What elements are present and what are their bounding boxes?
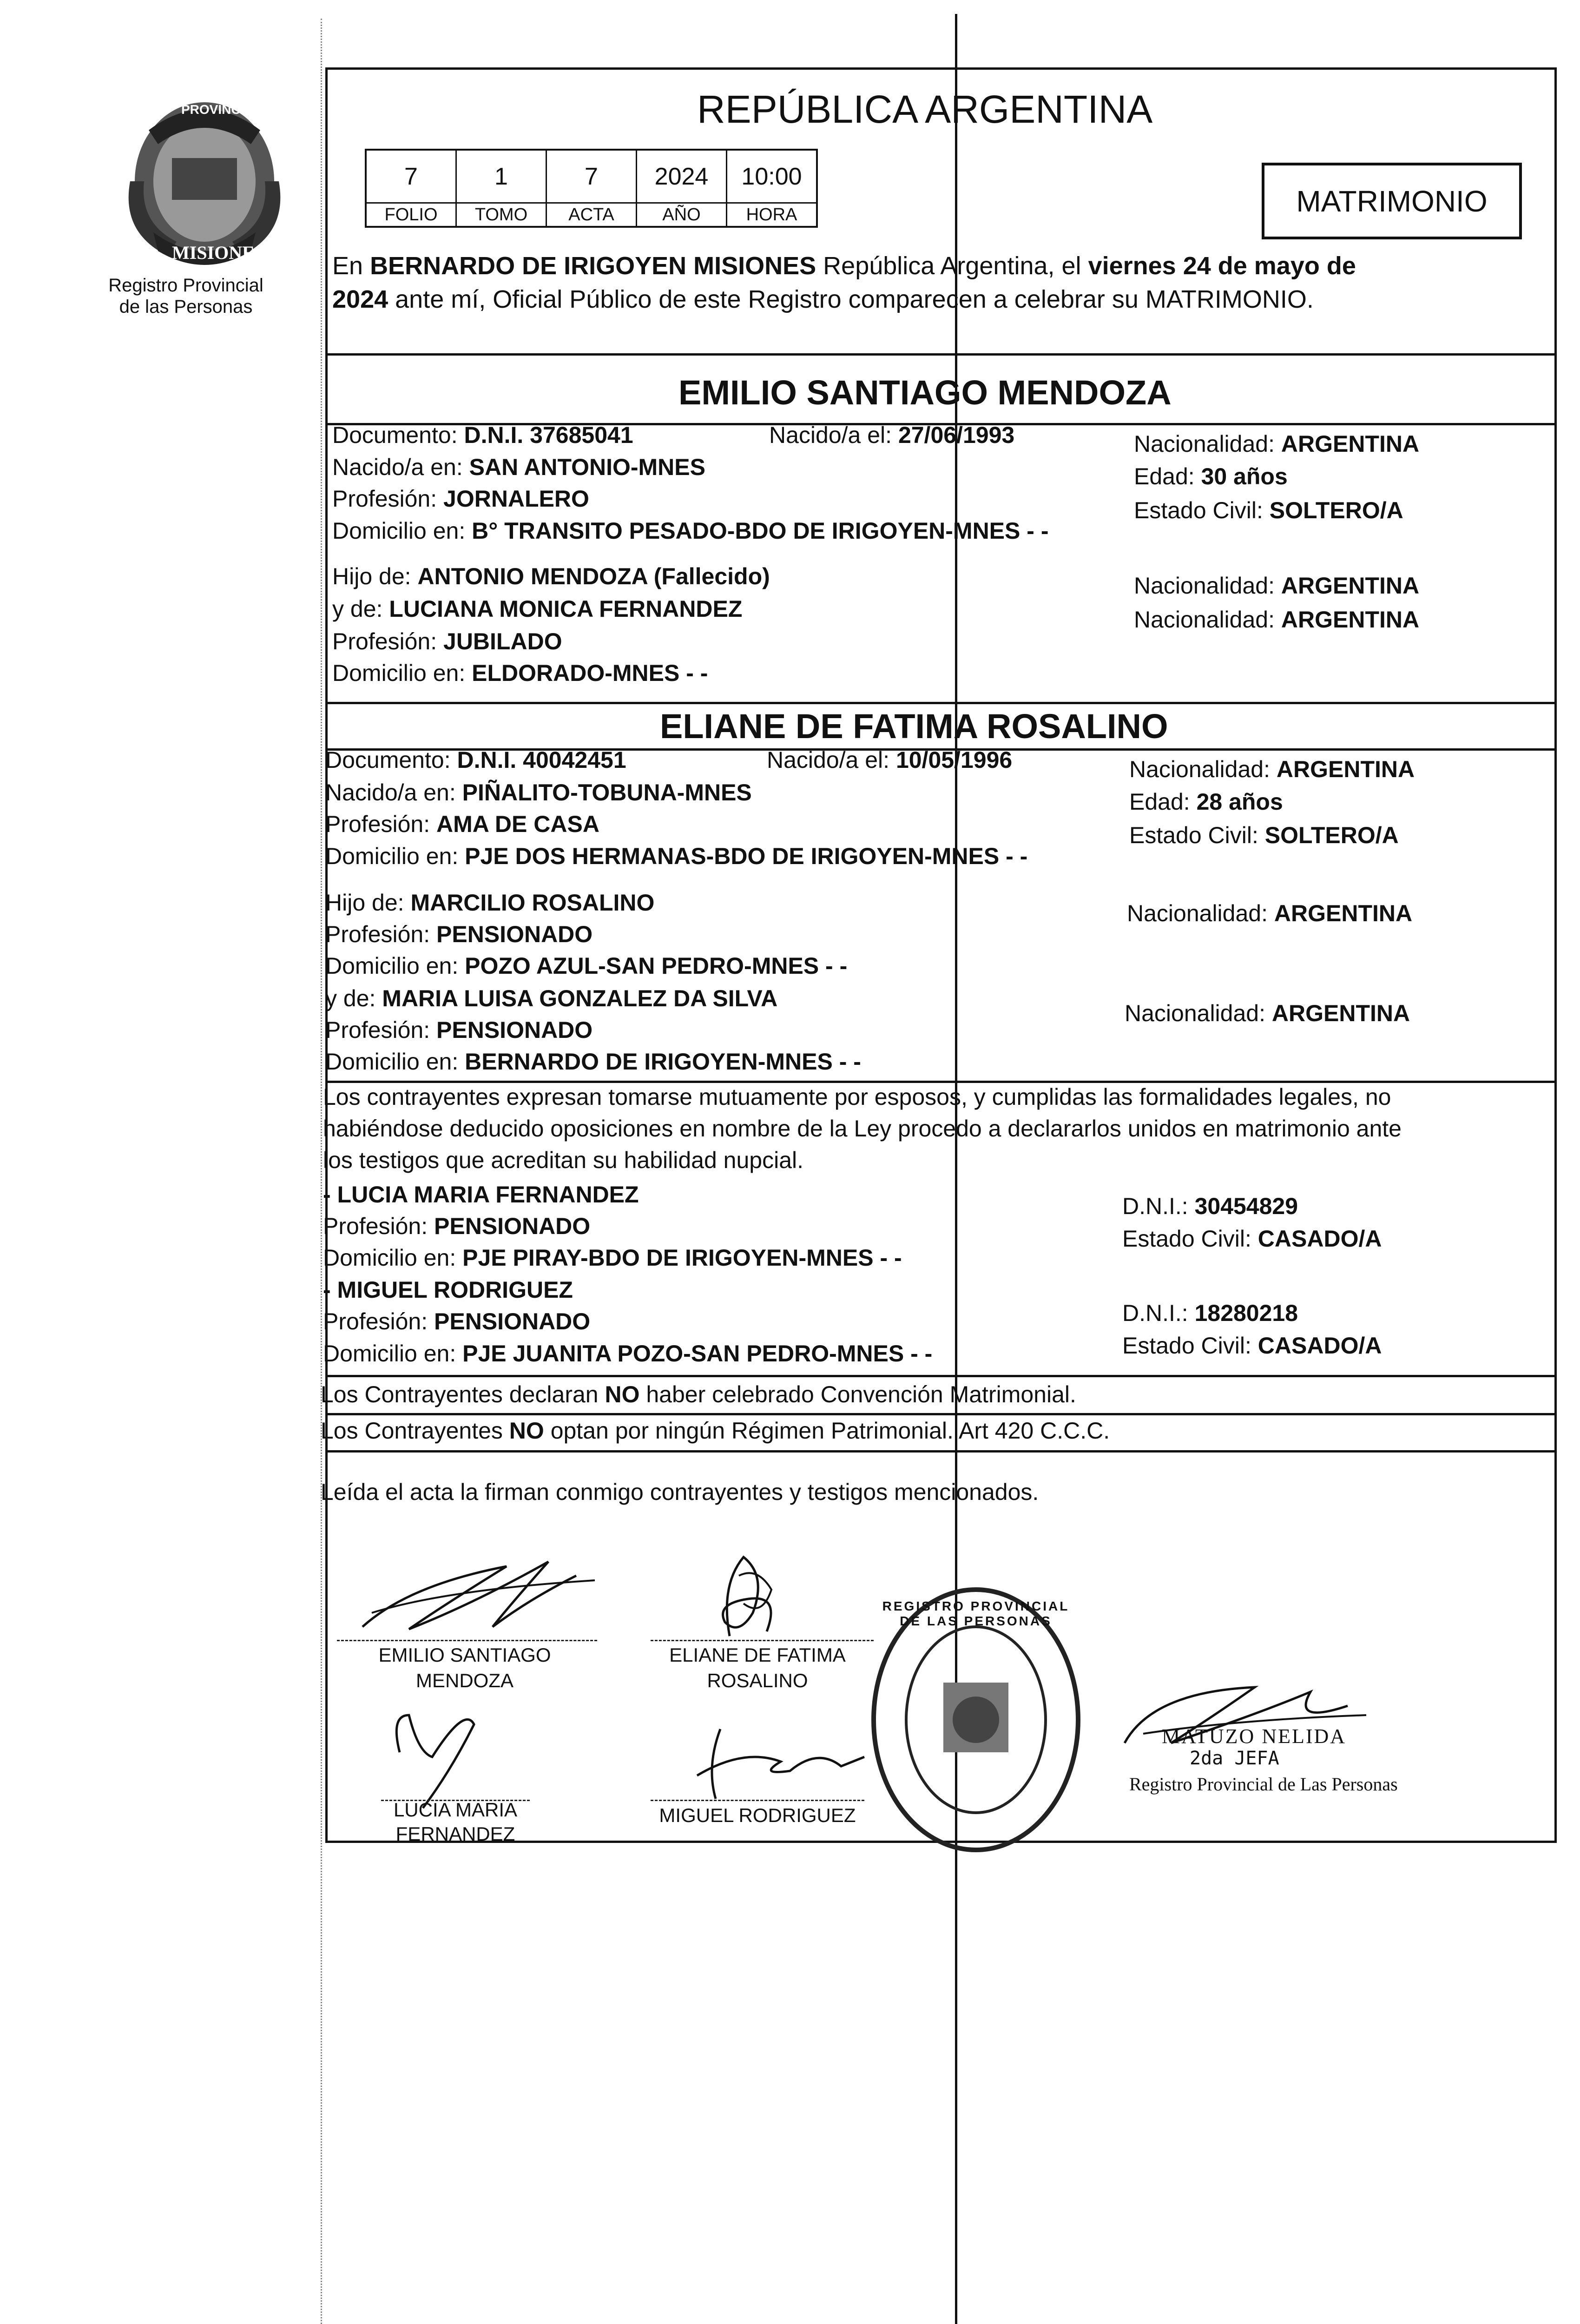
signature-label-bride-1: ELIANE DE FATIMA xyxy=(669,1644,846,1666)
value: JORNALERO xyxy=(443,486,589,512)
value: PENSIONADO xyxy=(434,1308,591,1334)
seal-bottom-text: MISIONES xyxy=(172,242,265,263)
value: 27/06/1993 xyxy=(898,422,1015,448)
label: Nacionalidad: xyxy=(1134,607,1281,633)
emphasis: NO xyxy=(605,1381,640,1407)
label: Nacionalidad: xyxy=(1125,1000,1272,1026)
divider xyxy=(325,353,1554,356)
witness-1-address xyxy=(323,1244,902,1272)
document-type-box xyxy=(1262,163,1522,239)
bride-mother xyxy=(325,984,777,1012)
registry-value: 10:00 xyxy=(727,151,816,204)
label: Nacionalidad: xyxy=(1134,431,1281,457)
document-type: MATRIMONIO xyxy=(1296,184,1488,218)
registry-cell xyxy=(457,151,547,226)
registry-table xyxy=(365,149,818,228)
signature-label-witness-2: MIGUEL RODRIGUEZ xyxy=(659,1804,856,1826)
label: Nacionalidad: xyxy=(1127,900,1274,926)
intro-text: República Argentina, el xyxy=(816,252,1088,280)
label: y de: xyxy=(325,985,382,1011)
signature-label-witness-1a: LUCIA MARIA xyxy=(393,1799,518,1821)
witness-2-name: - MIGUEL RODRIGUEZ xyxy=(323,1277,573,1303)
value: D.N.I. 37685041 xyxy=(464,422,633,448)
label: y de: xyxy=(332,596,389,622)
value: D.N.I. 40042451 xyxy=(457,747,626,773)
registry-cell xyxy=(547,151,637,226)
signature-line-witness-2 xyxy=(651,1800,864,1801)
label: Nacido/a el: xyxy=(767,747,896,773)
bride-age xyxy=(1129,788,1283,816)
bride-mother-address xyxy=(325,1048,861,1076)
value: SAN ANTONIO-MNES xyxy=(469,454,705,480)
label: Documento: xyxy=(332,422,464,448)
registry-cell xyxy=(637,151,727,226)
signature-witness-1 xyxy=(381,1697,502,1813)
page-title: REPÚBLICA ARGENTINA xyxy=(697,87,1153,131)
groom-document xyxy=(332,421,633,449)
registry-label: FOLIO xyxy=(384,205,438,224)
value: 10/05/1996 xyxy=(895,747,1013,773)
divider xyxy=(325,1413,1554,1415)
witness-2-civil-status xyxy=(1122,1332,1382,1360)
official-name: MATUZO NELIDA xyxy=(1162,1725,1347,1748)
groom-age xyxy=(1134,462,1288,490)
value: PJE JUANITA POZO-SAN PEDRO-MNES - - xyxy=(462,1340,933,1367)
label: Profesión: xyxy=(323,1308,434,1334)
value: PENSIONADO xyxy=(436,1017,593,1043)
declaration-line-2: habiéndose deducido oposiciones en nombre de la Ley procedo a declararlos unidos en matrimonio ante xyxy=(323,1116,1402,1142)
value: 30 años xyxy=(1201,463,1288,489)
bride-nationality xyxy=(1129,755,1415,783)
declaration-line-3: los testigos que acreditan su habilidad nupcial. xyxy=(323,1147,804,1173)
signature-bride xyxy=(674,1548,823,1641)
bride-name: ELIANE DE FATIMA ROSALINO xyxy=(660,707,1168,746)
value: B° TRANSITO PESADO-BDO DE IRIGOYEN-MNES - - xyxy=(472,518,1049,544)
provincial-seal xyxy=(112,93,297,270)
divider xyxy=(325,1450,1554,1452)
intro-date: viernes 24 de mayo de xyxy=(1088,252,1356,280)
signature-label-groom-1: EMILIO SANTIAGO xyxy=(378,1644,551,1666)
bride-document xyxy=(325,746,626,774)
groom-father-nationality xyxy=(1134,572,1419,600)
bride-profession xyxy=(325,810,599,838)
value: PJE DOS HERMANAS-BDO DE IRIGOYEN-MNES - - xyxy=(465,843,1028,869)
groom-nationality xyxy=(1134,430,1419,458)
label: Nacido/a en: xyxy=(332,454,469,480)
text: optan por ningún Régimen Patrimonial. Art 420 C.C.C. xyxy=(544,1418,1110,1444)
signature-line-groom xyxy=(337,1640,597,1641)
registry-label: ACTA xyxy=(568,205,614,224)
intro-line-2 xyxy=(332,284,1314,314)
label: Domicilio en: xyxy=(332,660,472,686)
groom-birthdate xyxy=(769,421,1014,449)
label: Profesión: xyxy=(332,628,444,654)
label: Profesión: xyxy=(325,1017,437,1043)
label: Domicilio en: xyxy=(325,1049,465,1075)
value: MARIA LUISA GONZALEZ DA SILVA xyxy=(382,985,778,1011)
label: Profesión: xyxy=(325,811,437,837)
text: Los Contrayentes xyxy=(321,1418,509,1444)
bride-father-address xyxy=(325,952,847,980)
label: Nacido/a el: xyxy=(769,422,898,448)
official-office: Registro Provincial de Las Personas xyxy=(1129,1774,1398,1795)
registry-label: AÑO xyxy=(662,205,701,224)
value: POZO AZUL-SAN PEDRO-MNES - - xyxy=(465,953,848,979)
value: PJE PIRAY-BDO DE IRIGOYEN-MNES - - xyxy=(462,1245,902,1271)
witness-1-profession xyxy=(323,1212,590,1240)
value: 18280218 xyxy=(1194,1300,1298,1326)
label: Nacido/a en: xyxy=(325,779,462,805)
value: 30454829 xyxy=(1194,1193,1298,1219)
witness-2-address xyxy=(323,1340,932,1367)
signature-label-bride-2: ROSALINO xyxy=(707,1670,808,1691)
groom-mother xyxy=(332,595,742,623)
registry-label: HORA xyxy=(746,205,797,224)
value: JUBILADO xyxy=(443,628,562,654)
registry-value: 7 xyxy=(547,151,636,204)
label: Nacionalidad: xyxy=(1129,756,1277,782)
label: Profesión: xyxy=(325,921,437,947)
groom-profession xyxy=(332,485,589,513)
groom-parents-address xyxy=(332,659,708,687)
value: PENSIONADO xyxy=(436,921,593,947)
label: Estado Civil: xyxy=(1122,1226,1258,1252)
value: ARGENTINA xyxy=(1271,1000,1410,1026)
label: Documento: xyxy=(325,747,457,773)
label: Edad: xyxy=(1134,463,1201,489)
value: SOLTERO/A xyxy=(1269,497,1403,523)
value: CASADO/A xyxy=(1257,1333,1382,1359)
bride-civil-status xyxy=(1129,821,1399,849)
seal-caption-2: de las Personas xyxy=(119,297,253,317)
bride-mother-nationality xyxy=(1125,999,1410,1027)
groom-mother-nationality xyxy=(1134,606,1419,634)
label: Hijo de: xyxy=(332,563,418,589)
value: ARGENTINA xyxy=(1276,756,1415,782)
bride-birthplace xyxy=(325,779,752,806)
label: Profesión: xyxy=(332,486,444,512)
stamp-text: REGISTRO PROVINCIAL DE LAS PERSONAS xyxy=(882,1599,1070,1628)
label: Domicilio en: xyxy=(325,843,465,869)
value: LUCIANA MONICA FERNANDEZ xyxy=(389,596,743,622)
bride-mother-profession xyxy=(325,1016,592,1044)
text: haber celebrado Convención Matrimonial. xyxy=(639,1381,1076,1407)
value: BERNARDO DE IRIGOYEN-MNES - - xyxy=(465,1049,861,1075)
value: ANTONIO MENDOZA (Fallecido) xyxy=(417,563,770,589)
bride-father xyxy=(325,889,654,917)
emphasis: NO xyxy=(509,1418,544,1444)
intro-text: ante mí, Oficial Público de este Registro comparecen a celebrar su MATRIMONIO. xyxy=(388,285,1314,313)
groom-name: EMILIO SANTIAGO MENDOZA xyxy=(678,373,1172,412)
value: CASADO/A xyxy=(1257,1226,1382,1252)
value: ARGENTINA xyxy=(1281,431,1420,457)
bride-father-nationality xyxy=(1127,899,1412,927)
groom-address xyxy=(332,517,1048,545)
value: 28 años xyxy=(1196,789,1283,815)
groom-birthplace xyxy=(332,453,705,481)
signature-groom xyxy=(353,1548,613,1641)
bride-birthdate xyxy=(767,746,1012,774)
official-stamp xyxy=(864,1580,1087,1859)
value: PIÑALITO-TOBUNA-MNES xyxy=(462,779,752,805)
label: Domicilio en: xyxy=(323,1340,463,1367)
value: ARGENTINA xyxy=(1281,607,1420,633)
official-role: 2da JEFA xyxy=(1190,1748,1279,1769)
groom-parents-profession xyxy=(332,627,562,655)
registry-value: 2024 xyxy=(637,151,726,204)
margin-line xyxy=(321,19,322,2324)
label: Domicilio en: xyxy=(325,953,465,979)
signature-witness-2 xyxy=(688,1720,874,1803)
label: Estado Civil: xyxy=(1129,822,1265,848)
witness-2-profession xyxy=(323,1307,590,1335)
signature-label-groom-2: MENDOZA xyxy=(416,1670,514,1691)
divider xyxy=(325,702,1554,704)
text: Los Contrayentes declaran xyxy=(321,1381,605,1407)
declaration-line-1: Los contrayentes expresan tomarse mutuamente por esposos, y cumplidas las formalidades legales, no xyxy=(323,1084,1391,1110)
label: Domicilio en: xyxy=(332,518,472,544)
value: ARGENTINA xyxy=(1274,900,1413,926)
registry-value: 1 xyxy=(457,151,546,204)
registry-cell xyxy=(367,151,457,226)
witness-1-name: - LUCIA MARIA FERNANDEZ xyxy=(323,1182,639,1208)
witness-1-civil-status xyxy=(1122,1225,1382,1253)
label: Domicilio en: xyxy=(323,1245,463,1271)
groom-civil-status xyxy=(1134,496,1403,524)
label: Nacionalidad: xyxy=(1134,573,1281,599)
label: Edad: xyxy=(1129,789,1197,815)
registry-label: TOMO xyxy=(474,205,528,224)
divider xyxy=(325,1375,1554,1377)
signature-label-witness-1b: FERNANDEZ xyxy=(395,1823,515,1845)
registry-value: 7 xyxy=(367,151,455,204)
intro-line-1 xyxy=(332,251,1356,281)
bride-father-profession xyxy=(325,920,592,948)
closing-statement: Leída el acta la firman conmigo contrayentes y testigos mencionados. xyxy=(321,1479,1039,1505)
label: D.N.I.: xyxy=(1122,1193,1195,1219)
label: Profesión: xyxy=(323,1213,434,1239)
value: MARCILIO ROSALINO xyxy=(410,890,655,916)
convention-line-1 xyxy=(321,1380,1076,1408)
label: Estado Civil: xyxy=(1134,497,1270,523)
value: SOLTERO/A xyxy=(1264,822,1399,848)
seal-top-text: PROVINCIA DE xyxy=(181,102,275,117)
groom-father xyxy=(332,562,770,590)
label: D.N.I.: xyxy=(1122,1300,1195,1326)
signature-line-bride xyxy=(651,1640,874,1641)
value: ARGENTINA xyxy=(1281,573,1420,599)
bride-address xyxy=(325,842,1027,870)
label: Estado Civil: xyxy=(1122,1333,1258,1359)
scan-line xyxy=(955,14,957,2324)
witness-1-dni xyxy=(1122,1192,1298,1220)
registry-cell xyxy=(727,151,816,226)
value: ELDORADO-MNES - - xyxy=(472,660,708,686)
convention-line-2 xyxy=(321,1417,1110,1445)
label: Hijo de: xyxy=(325,890,411,916)
witness-2-dni xyxy=(1122,1299,1298,1327)
value: PENSIONADO xyxy=(434,1213,591,1239)
seal-caption-1: Registro Provincial xyxy=(108,275,263,296)
value: AMA DE CASA xyxy=(436,811,599,837)
intro-place: BERNARDO DE IRIGOYEN MISIONES xyxy=(370,252,816,280)
intro-year: 2024 xyxy=(332,285,388,313)
intro-text: En xyxy=(332,252,370,280)
